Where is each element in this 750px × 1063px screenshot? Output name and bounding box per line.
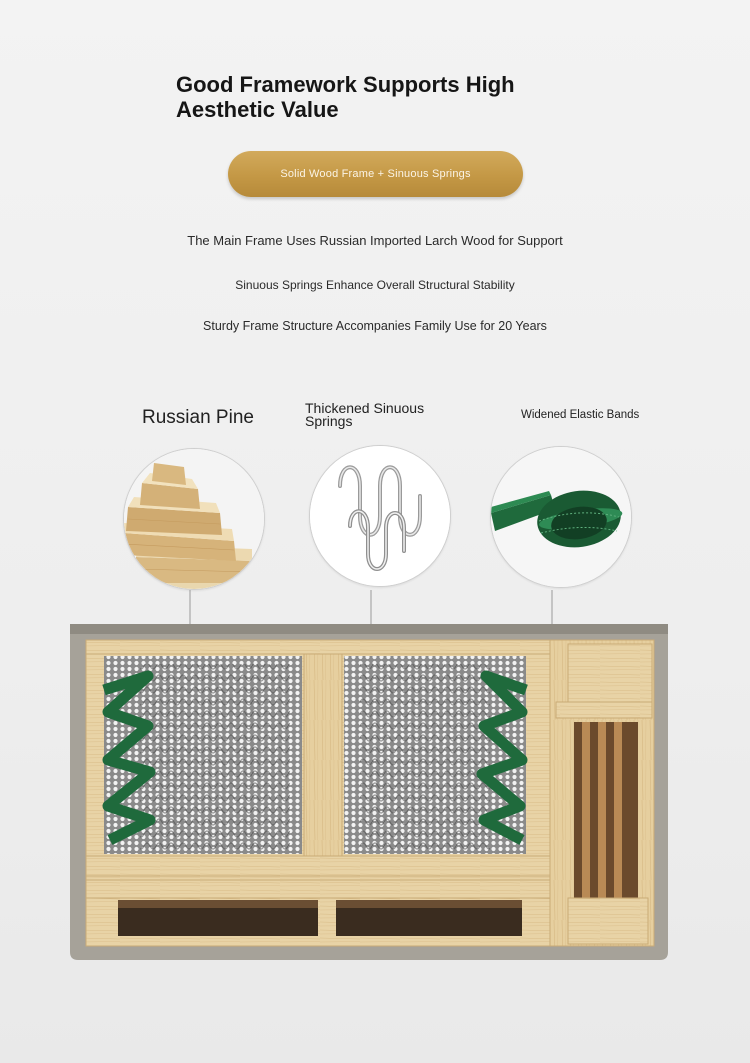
sinuous-springs-label: Thickened Sinuous Springs <box>305 400 425 429</box>
sinuous-spring-icon <box>309 445 451 587</box>
material-badge-label: Solid Wood Frame + Sinuous Springs <box>280 168 471 180</box>
elastic-band-icon <box>490 446 632 588</box>
feature-line-2: Sinuous Springs Enhance Overall Structural Stability <box>235 278 515 292</box>
material-badge <box>228 151 523 197</box>
elastic-bands-label: Widened Elastic Bands <box>521 409 640 421</box>
sofa-frame-illustration <box>0 590 750 970</box>
feature-line-1: The Main Frame Uses Russian Imported Larch Wood for Support <box>187 233 563 248</box>
wood-planks-icon <box>123 448 265 590</box>
russian-pine-label: Russian Pine <box>142 407 254 428</box>
feature-line-3: Sturdy Frame Structure Accompanies Family Use for 20 Years <box>203 319 547 333</box>
page-title: Good Framework Supports High Aesthetic Value <box>176 72 515 122</box>
